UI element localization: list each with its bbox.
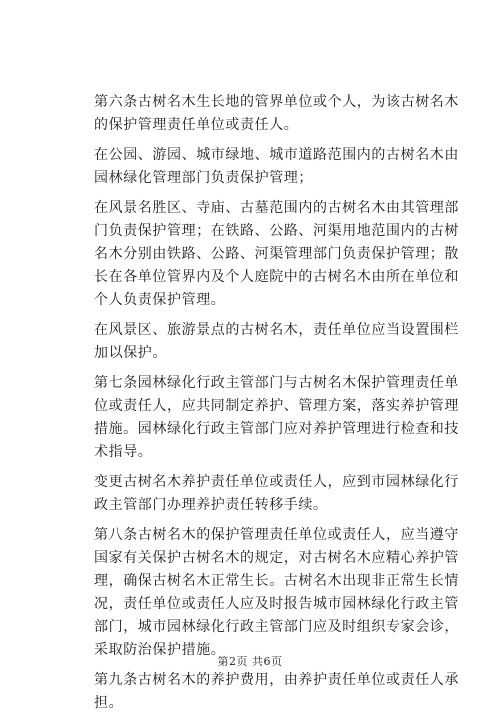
paragraph-article-7: 第七条园林绿化行政主管部门与古树名木保护管理责任单位或责任人，应共同制定养护、管理方案，落实养护管理措施。园林绿化行政主管部门应对养护管理进行检查和技术指导。 xyxy=(94,375,459,460)
page-number-footer: 第2页 共6页 xyxy=(217,655,283,668)
paragraph-parks: 在公园、游园、城市绿地、城市道路范围内的古树名木由园林绿化管理部门负责保护管理； xyxy=(94,147,459,186)
paragraph-fences: 在风景区、旅游景点的古树名木，责任单位应当设置围栏加以保护。 xyxy=(94,322,459,361)
paragraph-article-9: 第九条古树名木的养护费用，由养护责任单位或责任人承担。 xyxy=(94,672,459,711)
document-body xyxy=(94,91,464,722)
paragraph-article-8: 第八条古树名木的保护管理责任单位或责任人，应当遵守国家有关保护古树名木的规定，对古树名木应精心养护管理，确保古树名木正常生长。古树名木出现非正常生长情况，责任单位或责任人应及时报告城市园林绿化行政主管部门，城市园林绿化行政主管部门应及时组织专家会诊，采取防治保护措施。 xyxy=(94,527,459,658)
paragraph-scenic-areas: 在风景名胜区、寺庙、古墓范围内的古树名木由其管理部门负责保护管理；在铁路、公路、河渠用地范围内的古树名木分别由铁路、公路、河渠管理部门负责保护管理；散长在各单位管界内及个人庭院中的古树名木由所在单位和个人负责保护管理。 xyxy=(94,200,459,308)
paragraph-responsibility-change: 变更古树名木养护责任单位或责任人，应到市园林绿化行政主管部门办理养护责任转移手续。 xyxy=(94,474,459,513)
paragraph-article-6: 第六条古树名木生长地的管界单位或个人，为该古树名木的保护管理责任单位或责任人。 xyxy=(94,94,459,133)
